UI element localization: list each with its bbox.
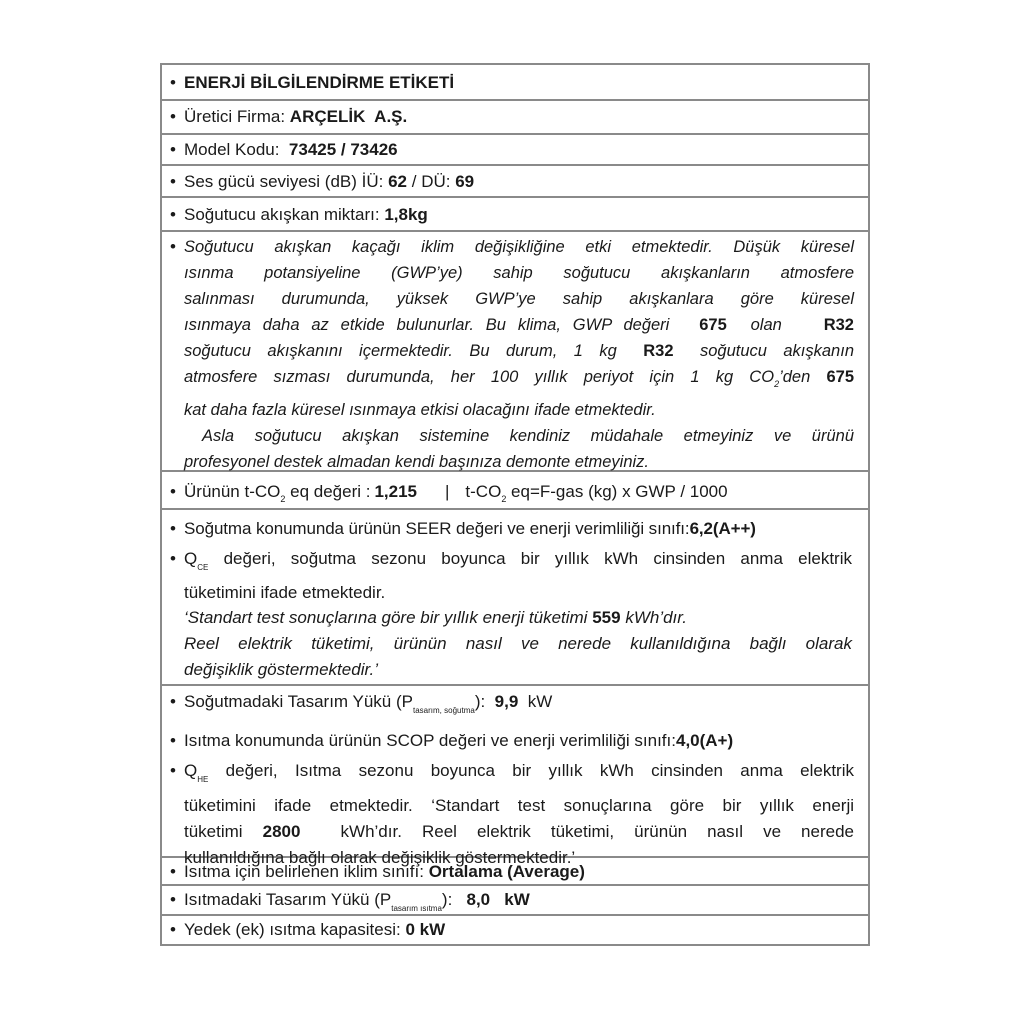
model-value: 73425 / 73426 — [288, 140, 398, 159]
cooling-design-value: 9,9 — [494, 692, 519, 711]
climate-label: Isıtma için belirlenen iklim sınıfı: — [184, 862, 424, 881]
cooling-row: • Soğutma konumunda ürünün SEER değeri ve enerji verimliliği sınıfı:6,2(A++) • $Q_{CE}$ değeri, soğutma sezonu boyunca bir yıllık kWh cinsinden anma elektrik tüketimini ifade etmektedir. ‘Standart test sonuçlarına göre bir yıllık enerji tüketimi 559 kWh’dır. Reel elektrik tüketimi, ürünün nasıl ve nerede kullanıldığına bağlı olarak değişiklik göstermektedir.’ — [162, 510, 868, 686]
manufacturer-value: ARÇELİK A.Ş. — [289, 107, 408, 126]
refrigerant-warning-text: Soğutucu akışkan kaçağı iklim değişikliğine etki etmektedir. Düşük küresel ısınma potansiyeline (GWP’ye) sahip soğutucu akışkanların atmosfere salınması durumunda, yüksek GWP’ye sahip akışkanlara göre küresel ısınmaya daha az etkide bulunurlar. Bu klima, GWP değeri 675 olan R32 soğutucu akışkanını içermektedir. Bu durum, 1 kg R32 soğutucu akışkanın atmosfere sızması durumunda, her 100 yıllık periyot için 1 kg $CO_2’den$ 675 kat daha fazla küresel ısınmaya etkisi olacağını ifade etmektedir. Asla soğutucu akışkan sistemine kendiniz müdahale etmeyiniz ve ürünü profesyonel destek almadan kendi başınıza demonte etmeyiniz. — [184, 238, 854, 471]
refrigerant-amount-label: Soğutucu akışkan miktarı: — [184, 205, 380, 224]
climate-value: Ortalama (Average) — [428, 862, 585, 881]
gwp-value: 675 — [826, 368, 854, 386]
label-title: ENERJİ BİLGİLENDİRME ETİKETİ — [184, 73, 455, 92]
seer-label: Soğutma konumunda ürünün SEER değeri ve enerji verimliliği sınıfı: — [184, 519, 690, 538]
model-label: Model Kodu: — [184, 140, 280, 159]
tco2-formula: $t-CO_2$ eq=F-gas (kg) x GWP / 1000 — [465, 482, 728, 504]
tco2-divider: | — [445, 482, 450, 501]
heating-row: • Soğutmadaki Tasarım Yükü $(P_{tasarım, soğutma})$: 9,9 kW • Isıtma konumunda ürünün SCOP değeri ve enerji verimliliği sınıfı:4,0(A+) • $Q_{HE}$ değeri, Isıtma sezonu boyunca bir yıllık kWh cinsinden anma elektrik tüketimini ifade etmektedir. ‘Standart test sonuçlarına göre bir yıllık enerji tüketimi 2800 kWh’dır. Reel elektrik tüketimi, ürünün nasıl ve nerede kullanıldığına bağlı olarak değişiklik göstermektedir.’ — [162, 686, 868, 858]
sound-outdoor-value: 69 — [455, 172, 475, 191]
manufacturer-row: • Üretici Firma: ARÇELİK A.Ş. — [162, 101, 868, 135]
refrigerant-type: R32 — [823, 316, 854, 334]
refrigerant-warning-row: • Soğutucu akışkan kaçağı iklim değişikliğine etki etmektedir. Düşük küresel ısınma potansiyeline (GWP’ye) sahip soğutucu akışkanların atmosfere salınması durumunda, yüksek GWP’ye sahip akışkanlara göre küresel ısınmaya daha az etkide bulunurlar. Bu klima, GWP değeri 675 olan R32 soğutucu akışkanını içermektedir. Bu durum, 1 kg R32 soğutucu akışkanın atmosfere sızması durumunda, her 100 yıllık periyot için 1 kg $CO_2’den$ 675 kat daha fazla küresel ısınmaya etkisi olacağını ifade etmektedir. Asla soğutucu akışkan sistemine kendiniz müdahale etmeyiniz ve ürünü profesyonel destek almadan kendi başınıza demonte etmeyiniz. — [162, 232, 868, 472]
qhe-kwh-value: 2800 — [262, 822, 301, 841]
scop-value: 4,0(A+) — [675, 731, 734, 750]
sound-indoor-value: 62 — [388, 172, 408, 191]
heating-design-value: 8,0 — [466, 890, 491, 909]
sound-separator: / DÜ: — [411, 172, 451, 191]
tco2-label: Ürünün $t-CO_2$ eq değeri : — [184, 482, 371, 504]
cooling-design-unit: kW — [527, 692, 553, 711]
backup-label: Yedek (ek) ısıtma kapasitesi: — [184, 920, 401, 939]
tco2-value: 1,215 — [374, 482, 417, 501]
tco2-row: • Ürünün $t-CO_2$ eq değeri : 1,215 | $t-CO_2$ eq=F-gas (kg) x GWP / 1000 — [162, 472, 868, 510]
bullet: • — [170, 73, 176, 92]
manufacturer-label: Üretici Firma: — [184, 107, 286, 126]
heating-design-label: Isıtmadaki Tasarım Yükü $(P_{tasarım ısıtma})$: — [184, 890, 453, 913]
sound-row: • Ses gücü seviyesi (dB) İÜ: 62 / DÜ: 69 — [162, 166, 868, 198]
sound-label: Ses gücü seviyesi (dB) İÜ: — [184, 172, 384, 191]
gwp-value: 675 — [699, 316, 727, 334]
cooling-design-label: Soğutmadaki Tasarım Yükü $(P_{tasarım, soğutma})$: — [184, 692, 486, 715]
title-row — [162, 65, 868, 101]
seer-value: 6,2(A++) — [689, 519, 756, 538]
heating-design-unit: kW — [504, 890, 530, 909]
backup-value: 0 kW — [405, 920, 446, 939]
climate-row: • Isıtma için belirlenen iklim sınıfı: Ortalama (Average) — [162, 858, 868, 886]
qhe-text: $Q_{HE}$ değeri, Isıtma sezonu boyunca bir yıllık kWh cinsinden anma elektrik tüketimini ifade etmektedir. ‘Standart test sonuçlarına göre bir yıllık enerji tüketimi 2800 kWh’dır. Reel elektrik tüketimi, ürünün nasıl ve nerede kullanıldığına bağlı olarak değişiklik göstermektedir.’ — [184, 761, 854, 867]
heating-design-row: • Isıtmadaki Tasarım Yükü $(P_{tasarım ısıtma})$: 8,0 kW — [162, 886, 868, 916]
refrigerant-type: R32 — [643, 342, 674, 360]
refrigerant-amount-row: • Soğutucu akışkan miktarı: 1,8kg — [162, 198, 868, 232]
energy-label-table — [160, 63, 870, 946]
refrigerant-amount-value: 1,8kg — [384, 205, 428, 224]
scop-label: Isıtma konumunda ürünün SCOP değeri ve enerji verimliliği sınıfı: — [184, 731, 676, 750]
qce-kwh-value: 559 — [592, 608, 621, 627]
backup-row: • Yedek (ek) ısıtma kapasitesi: 0 kW — [170, 920, 446, 939]
model-row: • Model Kodu: 73425 / 73426 — [162, 135, 868, 166]
qce-text: $Q_{CE}$ değeri, soğutma sezonu boyunca bir yıllık kWh cinsinden anma elektrik tüketimini ifade etmektedir. ‘Standart test sonuçlarına göre bir yıllık enerji tüketimi 559 kWh’dır. Reel elektrik tüketimi, ürünün nasıl ve nerede kullanıldığına bağlı olarak değişiklik göstermektedir.’ — [184, 549, 852, 679]
